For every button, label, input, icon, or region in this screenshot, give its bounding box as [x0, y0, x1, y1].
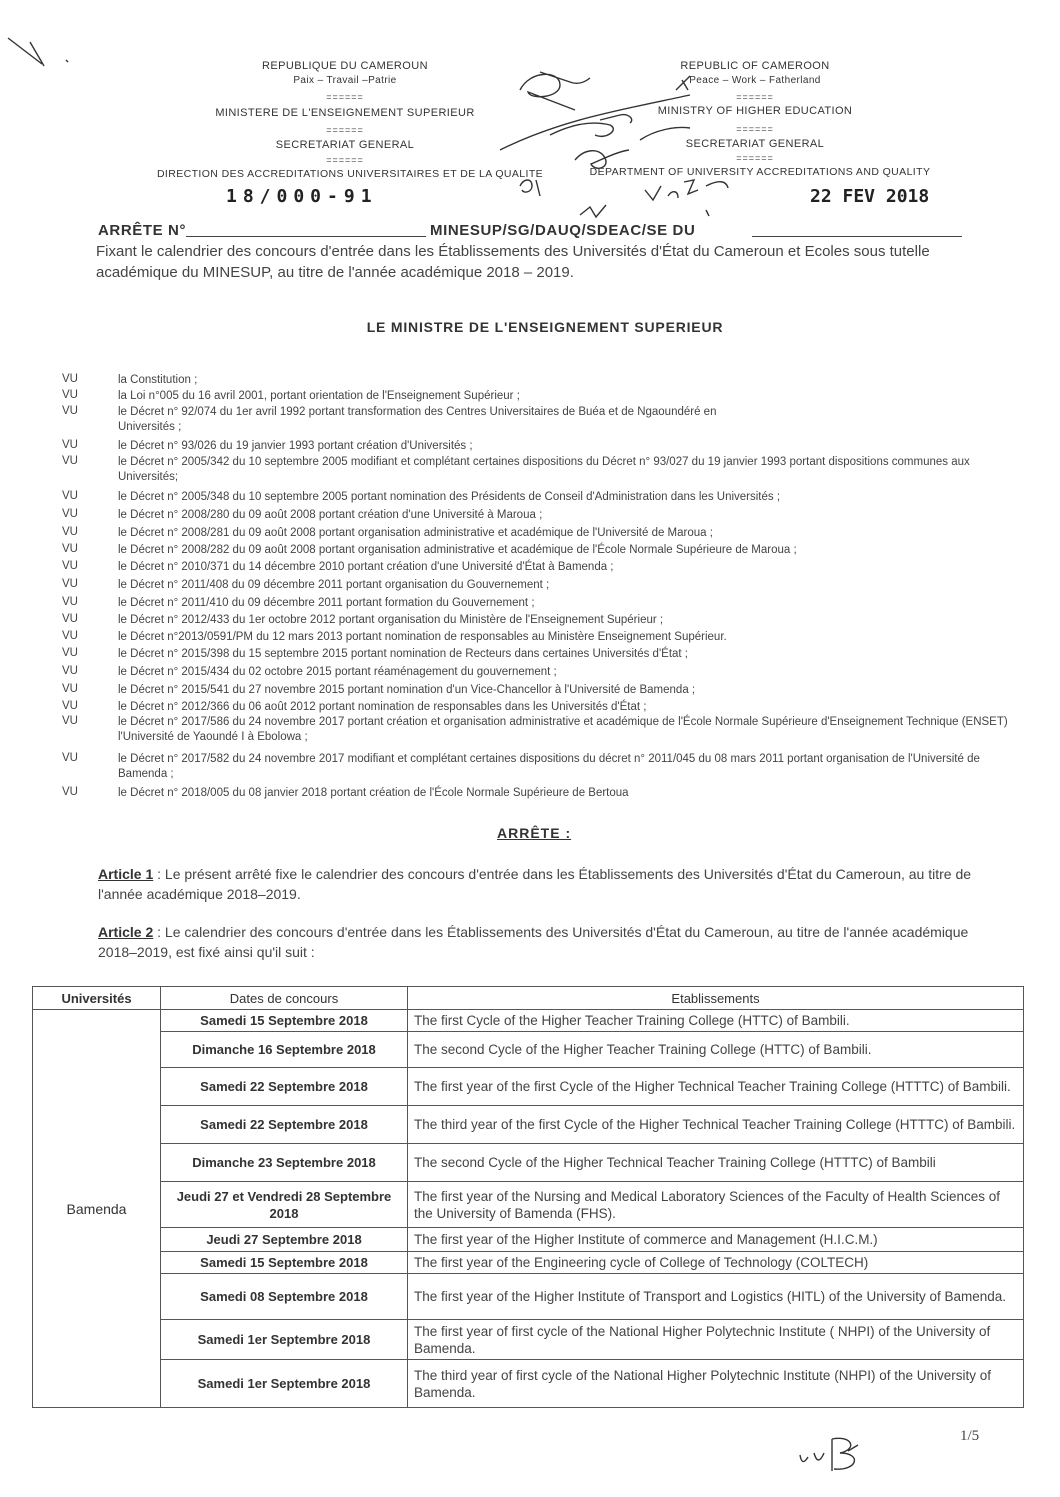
table-row	[33, 1106, 1024, 1144]
vu-text: le Décret n° 2017/582 du 24 novembre 2017 modifiant et complétant certaines dispositions du décret n° 2011/045 du 08 mars 2011 portant organisation de l'Université de Bamenda ;	[118, 753, 980, 780]
decree-title-right: MINESUP/SG/DAUQ/SDEAC/SE DU	[430, 222, 696, 239]
date-cell: Jeudi 27 et Vendredi 28 Septembre 2018	[161, 1182, 408, 1228]
article-1-label: Article 1	[98, 866, 154, 882]
vu-text: la Constitution ;	[118, 374, 198, 386]
vu-text: la Loi n°005 du 16 avril 2001, portant orientation de l'Enseignement Supérieur ;	[118, 390, 520, 402]
header-fr-separator: ======	[326, 92, 364, 102]
vu-label: VU	[62, 578, 78, 590]
vu-label: VU	[62, 630, 78, 642]
vu-label: VU	[62, 405, 78, 417]
date-cell: Dimanche 16 Septembre 2018	[161, 1032, 408, 1068]
vu-text: le Décret n° 2011/408 du 09 décembre 2011 portant organisation du Gouvernement ;	[118, 579, 550, 591]
vu-label: VU	[62, 543, 78, 555]
article-1-text: : Le présent arrêté fixe le calendrier des concours d'entrée dans les Établissements des Universités d'État du Cameroun, au titre de l'année académique 2018–2019.	[98, 866, 972, 902]
vu-text: le Décret n° 2012/433 du 1er octobre 2012 portant organisation du Ministère de l'Enseignement Supérieur ;	[118, 614, 664, 626]
handwritten-annotations	[0, 0, 1060, 240]
vu-text: le Décret n°2013/0591/PM du 12 mars 2013 portant nomination de responsables au Ministère Enseignement Supérieur.	[118, 631, 727, 643]
institution-cell: The third year of first cycle of the National Higher Polytechnic Institute (NHPI) of the University of Bamenda.	[408, 1360, 1024, 1408]
table-row	[33, 1144, 1024, 1182]
header-en-separator: ======	[736, 92, 774, 102]
institution-cell: The first year of first cycle of the National Higher Polytechnic Institute ( NHPI) of the University of Bamenda.	[408, 1320, 1024, 1360]
vu-label: VU	[62, 560, 78, 572]
table-row	[33, 1252, 1024, 1274]
vu-text: le Décret n° 93/026 du 19 janvier 1993 portant création d'Universités ;	[118, 440, 473, 452]
vu-text: le Décret n° 2015/398 du 15 septembre 2015 portant nomination de Recteurs dans certaines Universités d'État ;	[118, 648, 688, 660]
vu-text: le Décret n° 2011/410 du 09 décembre 2011 portant formation du Gouvernement ;	[118, 597, 535, 609]
header-en-ministry: MINISTRY OF HIGHER EDUCATION	[657, 105, 853, 117]
date-cell: Samedi 15 Septembre 2018	[161, 1252, 408, 1274]
header-en-secretariat: SECRETARIAT GENERAL	[685, 138, 825, 150]
institution-cell: The second Cycle of the Higher Technical Teacher Training College (HTTTC) of Bambili	[408, 1144, 1024, 1182]
vu-label: VU	[62, 665, 78, 677]
header-fr-country: REPUBLIQUE DU CAMEROUN	[262, 60, 428, 72]
institution-cell: The third year of the first Cycle of the Higher Technical Teacher Training College (HTTTC) of Bambili.	[408, 1106, 1024, 1144]
vu-label: VU	[62, 373, 78, 385]
vu-text: le Décret n° 2008/282 du 09 août 2008 portant organisation administrative et académique de l'École Normale Supérieure de Maroua ;	[118, 544, 797, 556]
vu-text: le Décret n° 2017/586 du 24 novembre 2017 portant création et organisation administrative et académique de l'École Normale Supérieure d'Enseignement Technique (ENSET) l'Université de Yaoundé I à Ebolowa ;	[118, 716, 1008, 743]
header-fr-separator-3: ======	[326, 155, 364, 165]
decree-date-blank	[752, 236, 962, 237]
article-2-label: Article 2	[98, 924, 154, 940]
page-number: 1/5	[960, 1428, 980, 1444]
header-fr-separator-2: ======	[326, 125, 364, 135]
table-row	[33, 1320, 1024, 1360]
date-cell: Samedi 22 Septembre 2018	[161, 1106, 408, 1144]
vu-text: le Décret n° 2018/005 du 08 janvier 2018 portant création de l'École Normale Supérieure de Bertoua	[118, 787, 629, 799]
date-cell: Jeudi 27 Septembre 2018	[161, 1228, 408, 1252]
date-cell: Samedi 1er Septembre 2018	[161, 1360, 408, 1408]
header-en-separator-2: ======	[736, 124, 774, 134]
institution-cell: The first year of the Nursing and Medical Laboratory Sciences of the Faculty of Health Sciences of the University of Bamenda (FHS).	[408, 1182, 1024, 1228]
table-row	[33, 1010, 1024, 1032]
vu-label: VU	[62, 683, 78, 695]
vu-label: VU	[62, 490, 78, 502]
vu-text: le Décret n° 2012/366 du 06 août 2012 portant nomination de responsables dans les Universités d'État ;	[118, 701, 647, 713]
vu-label: VU	[62, 508, 78, 520]
header-fr-motto: Paix – Travail –Patrie	[293, 75, 397, 86]
vu-text: le Décret n° 2010/371 du 14 décembre 2010 portant création d'une Université d'État à Bamenda ;	[118, 561, 614, 573]
institution-cell: The first year of the Higher Institute of Transport and Logistics (HITL) of the University of Bamenda.	[408, 1274, 1024, 1320]
date-cell: Samedi 08 Septembre 2018	[161, 1274, 408, 1320]
date-cell: Samedi 15 Septembre 2018	[161, 1010, 408, 1032]
header-en-separator-3: ======	[736, 153, 774, 163]
header-en-country: REPUBLIC OF CAMEROON	[680, 60, 830, 72]
vu-text: le Décret n° 2005/342 du 10 septembre 2005 modifiant et complétant certaines dispositions du Décret n° 93/027 du 19 janvier 1993 portant dispositions communes aux Universités;	[118, 456, 970, 483]
vu-label: VU	[62, 439, 78, 451]
institution-cell: The second Cycle of the Higher Teacher Training College (HTTC) of Bambili.	[408, 1032, 1024, 1068]
vu-label: VU	[62, 715, 78, 727]
table-row	[33, 1182, 1024, 1228]
vu-text: le Décret n° 2005/348 du 10 septembre 2005 portant nomination des Présidents de Conseil d'Administration dans les Universités ;	[118, 491, 781, 503]
vu-label: VU	[62, 526, 78, 538]
header-fr-ministry: MINISTERE DE L'ENSEIGNEMENT SUPERIEUR	[215, 107, 475, 119]
vu-label: VU	[62, 786, 78, 798]
decree-subject: Fixant le calendrier des concours d'entrée dans les Établissements des Universités d'État du Cameroun et Ecoles sous tutelle académique du MINESUP, au titre de l'année académique 2018 – 2019.	[96, 243, 930, 281]
stamp-number: 18/000-91	[226, 186, 378, 207]
vu-label: VU	[62, 596, 78, 608]
date-cell: Samedi 22 Septembre 2018	[161, 1068, 408, 1106]
institution-cell: The first year of the first Cycle of the Higher Technical Teacher Training College (HTTTC) of Bambili.	[408, 1068, 1024, 1106]
header-fr-secretariat: SECRETARIAT GENERAL	[275, 139, 415, 151]
header-fr-direction: DIRECTION DES ACCREDITATIONS UNIVERSITAIRES ET DE LA QUALITE	[156, 168, 544, 180]
vu-text: le Décret n° 2015/434 du 02 octobre 2015 portant réaménagement du gouvernement ;	[118, 666, 557, 678]
table-row	[33, 1068, 1024, 1106]
column-header-institutions: Etablissements	[408, 987, 1024, 1010]
minister-heading: LE MINISTRE DE L'ENSEIGNEMENT SUPERIEUR	[366, 319, 724, 335]
table-row	[33, 1032, 1024, 1068]
vu-text: le Décret n° 2015/541 du 27 novembre 2015 portant nomination d'un Vice-Chancellor à l'Université de Bamenda ;	[118, 684, 696, 696]
stamp-date: 22 FEV 2018	[810, 186, 930, 207]
column-header-dates: Dates de concours	[161, 987, 408, 1010]
institution-cell: The first Cycle of the Higher Teacher Training College (HTTC) of Bambili.	[408, 1010, 1024, 1032]
university-cell: Bamenda	[33, 1010, 161, 1408]
date-cell: Dimanche 23 Septembre 2018	[161, 1144, 408, 1182]
table-row	[33, 1360, 1024, 1408]
header-en-department: DEPARTMENT OF UNIVERSITY ACCREDITATIONS AND QUALITY	[589, 166, 931, 178]
date-cell: Samedi 1er Septembre 2018	[161, 1320, 408, 1360]
vu-text: le Décret n° 92/074 du 1er avril 1992 portant transformation des Centres Universitaires de Buéa et de Ngaoundéré en Universités ;	[118, 406, 717, 433]
decree-number-blank	[186, 236, 426, 237]
arrete-heading: ARRÊTE :	[497, 825, 572, 841]
exam-schedule-table	[32, 986, 1024, 1408]
header-en-motto: Peace – Work – Fatherland	[689, 75, 821, 86]
vu-label: VU	[62, 613, 78, 625]
vu-label: VU	[62, 455, 78, 467]
institution-cell: The first year of the Higher Institute of commerce and Management (H.I.C.M.)	[408, 1228, 1024, 1252]
initials-signature	[790, 1425, 870, 1485]
vu-label: VU	[62, 700, 78, 712]
table-header-row	[33, 987, 1024, 1010]
article-2	[98, 922, 988, 962]
column-header-universities: Universités	[33, 987, 161, 1010]
vu-text: le Décret n° 2008/281 du 09 août 2008 portant organisation administrative et académique de l'Université de Maroua ;	[118, 527, 713, 539]
article-1	[98, 864, 988, 904]
table-row	[33, 1274, 1024, 1320]
decree-title-left: ARRÊTE N°	[98, 222, 187, 239]
institution-cell: The first year of the Engineering cycle of College of Technology (COLTECH)	[408, 1252, 1024, 1274]
vu-label: VU	[62, 389, 78, 401]
vu-text: le Décret n° 2008/280 du 09 août 2008 portant création d'une Université à Maroua ;	[118, 509, 543, 521]
article-2-text: : Le calendrier des concours d'entrée dans les Établissements des Universités d'État du Cameroun, au titre de l'année académique 2018–2019, est fixé ainsi qu'il suit :	[98, 924, 969, 960]
vu-label: VU	[62, 752, 78, 764]
table-row	[33, 1228, 1024, 1252]
vu-label: VU	[62, 647, 78, 659]
